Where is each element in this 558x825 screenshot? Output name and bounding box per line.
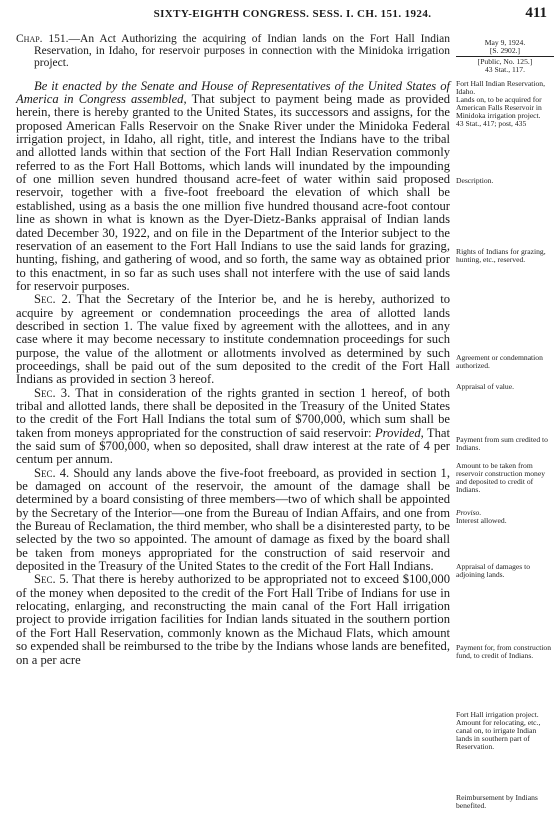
section-1 xyxy=(16,80,450,294)
section-1-text: That subject to payment being made as provided herein, there is hereby granted to the United States, its successors and assigns, for the proposed American Falls Reservoir on the Snake River under the Minidoka Federal irrigation project, in Idaho, all right, title, and interest the Indians have to the tribal and allotted lands within that section of the Fort Hall Indian Reservation commonly referred to as the Fort Hall Bottoms, which lands will inundated by the impounding of one million seven hundred thousand acre-feet of water within said proposed reservoir, together with a five-foot freeboard the elevation of which shall be established, using as a basis the one million five hundred thousand acre-foot contour line as shown in what is known as the Dyer-Dietz-Banks appraisal of Indian lands dated December 30, 1922, and on file in the Department of the Interior subject to the reservation of an easement to the Fort Hall Indians to use the said lands for grazing, hunting, fishing, and gathering of wood, and so forth, the same way as obtained prior to this enactment, in so far as such uses shall not interfere with the use of said lands for reservoir purposes. xyxy=(16,92,451,293)
section-3-label: Sec. 3. xyxy=(34,385,71,400)
margin-note-amount xyxy=(456,462,554,494)
section-4-label: Sec. 4. xyxy=(34,465,70,480)
margin-amount: Amount to be taken from reservoir construction money and deposited to credit of Indians. xyxy=(456,461,545,495)
margin-payment: Payment from sum credited to Indians. xyxy=(456,435,548,453)
page-header xyxy=(38,7,547,21)
margin-description: Description. xyxy=(456,176,494,185)
running-head: SIXTY-EIGHTH CONGRESS. SESS. I. CH. 151. 1924. xyxy=(153,8,432,20)
chapter-heading xyxy=(16,34,450,70)
margin-note-payment xyxy=(456,436,554,452)
enacting-clause: Be it enacted by the Senate and House of Representatives of the United States of America in Congress assembled, xyxy=(16,78,450,107)
margin-note-fort-hall xyxy=(456,80,554,129)
section-2-label: Sec. 2. xyxy=(34,292,71,307)
margin-appraisal: Appraisal of value. xyxy=(456,382,514,391)
margin-agreement: Agreement or condemnation authorized. xyxy=(456,353,543,371)
margin-payment-fund: Payment for, from construction fund, to credit of Indians. xyxy=(456,643,552,661)
statute-body xyxy=(16,34,450,667)
margin-fort-hall: Fort Hall Indian Reservation, Idaho. xyxy=(456,79,545,97)
page-number: 411 xyxy=(525,5,547,21)
section-3-text: That in consideration of the rights granted in section 1 hereof, of both tribal and allotted lands, there shall be deposited in the Treasury of the United States to the credit of the Fort Hall Indians the total sum of $700,000, which sum shall be taken from moneys appropriated for the construction of said reservoir: xyxy=(16,385,451,440)
section-4 xyxy=(16,467,450,574)
margin-stat2: 43 Stat., 417; post, 435 xyxy=(456,119,527,129)
chapter-label: Chap. 151. xyxy=(16,33,69,45)
section-4-text: Should any lands above the five-foot freeboard, as provided in section 1, be damaged on account of the reservoir, the amount of the damage shall be determined by a board consisting of three members—two of which shall be appointed by the Secretary of the Interior—one from the Bureau of Indian Affairs, and one from the Bureau of Reclamation, the third member, who shall be a disinterested party, to be selected by the two so appointed. The amount of damage as fixed by the board shall be taken from moneys appropriated for the construction of said reservoir and deposited in the Treasury of the United States to the credit of the Fort Hall Indians. xyxy=(16,465,450,574)
margin-note-description xyxy=(456,177,554,185)
margin-note-payment-fund xyxy=(456,644,554,660)
margin-fort-hall-irrigation: Fort Hall irrigation project. xyxy=(456,710,539,719)
margin-public: [Public, No. 125.] xyxy=(477,57,533,67)
margin-appraisal-damages: Appraisal of damages to adjoining lands. xyxy=(456,562,531,580)
margin-reimbursement: Reimbursement by Indians benefited. xyxy=(456,793,538,811)
margin-note-appraisal xyxy=(456,383,554,391)
section-2-text: That the Secretary of the Interior be, and he is hereby, authorized to acquire by agreement or condemnation proceedings the area of allotted lands described in section 1. The value fixed by agreement with the allottees, and in any case where it may become necessary to institute condemnation proceedings for such purpose, the value of the allotment or allotments involved as determined by such proceedings, shall be paid out of the sum deposited to the credit of the Fort Hall Indians as provided in section 3 hereof. xyxy=(16,292,451,387)
margin-stat: 43 Stat., 117. xyxy=(484,65,525,75)
margin-note-rights xyxy=(456,248,554,264)
section-3 xyxy=(16,387,450,467)
margin-lands-acquired: Lands on, to be acquired for American Falls Reservoir in Minidoka irrigation project. xyxy=(456,95,542,121)
section-5-text: That there is hereby authorized to be appropriated not to exceed $100,000 of the money when deposited to the credit of the Fort Hall Tribe of Indians for use in relocating, enlarging, and reconstructing the main canal of the Fort Hall irrigation project to provide irrigation facilities for Indian lands situated in the southern portion of the Fort Hall Reservation, commonly known as the Michaud Flats, which amount so expended shall be reimbursed to the tribe by the Indians whose lands are benefited, on a per acre xyxy=(16,572,450,667)
proviso-word: Provided, xyxy=(374,425,424,440)
margin-note-irrigation xyxy=(456,711,554,751)
margin-note-agreement xyxy=(456,354,554,370)
margin-note-reimbursement xyxy=(456,794,554,810)
chapter-title: —An Act Authorizing the acquiring of Indian lands on the Fort Hall Indian Reservation, in Idaho, for reservoir purposes in connection with the Minidoka irrigation project. xyxy=(34,33,450,69)
section-5-label: Sec. 5. xyxy=(34,572,69,587)
section-2 xyxy=(16,293,450,386)
margin-date: May 9, 1924. xyxy=(484,38,526,47)
margin-bill: [S. 2902.] xyxy=(489,46,521,56)
margin-interest: Interest allowed. xyxy=(456,516,507,526)
margin-proviso: Proviso. xyxy=(456,508,482,517)
margin-note-proviso xyxy=(456,509,554,525)
margin-note-damages xyxy=(456,563,554,579)
section-3-proviso-text: That the said sum of $700,000, when so deposited, shall draw interest at the rate of 4 per centum per annum. xyxy=(16,425,450,467)
margin-rights: Rights of Indians for grazing, hunting, etc., reserved. xyxy=(456,247,546,265)
margin-note-date xyxy=(456,39,554,74)
margin-amount-relocating: Amount for relocating, etc., canal on, to irrigate Indian lands in southern part of Reservation. xyxy=(456,718,541,752)
section-5 xyxy=(16,573,450,666)
